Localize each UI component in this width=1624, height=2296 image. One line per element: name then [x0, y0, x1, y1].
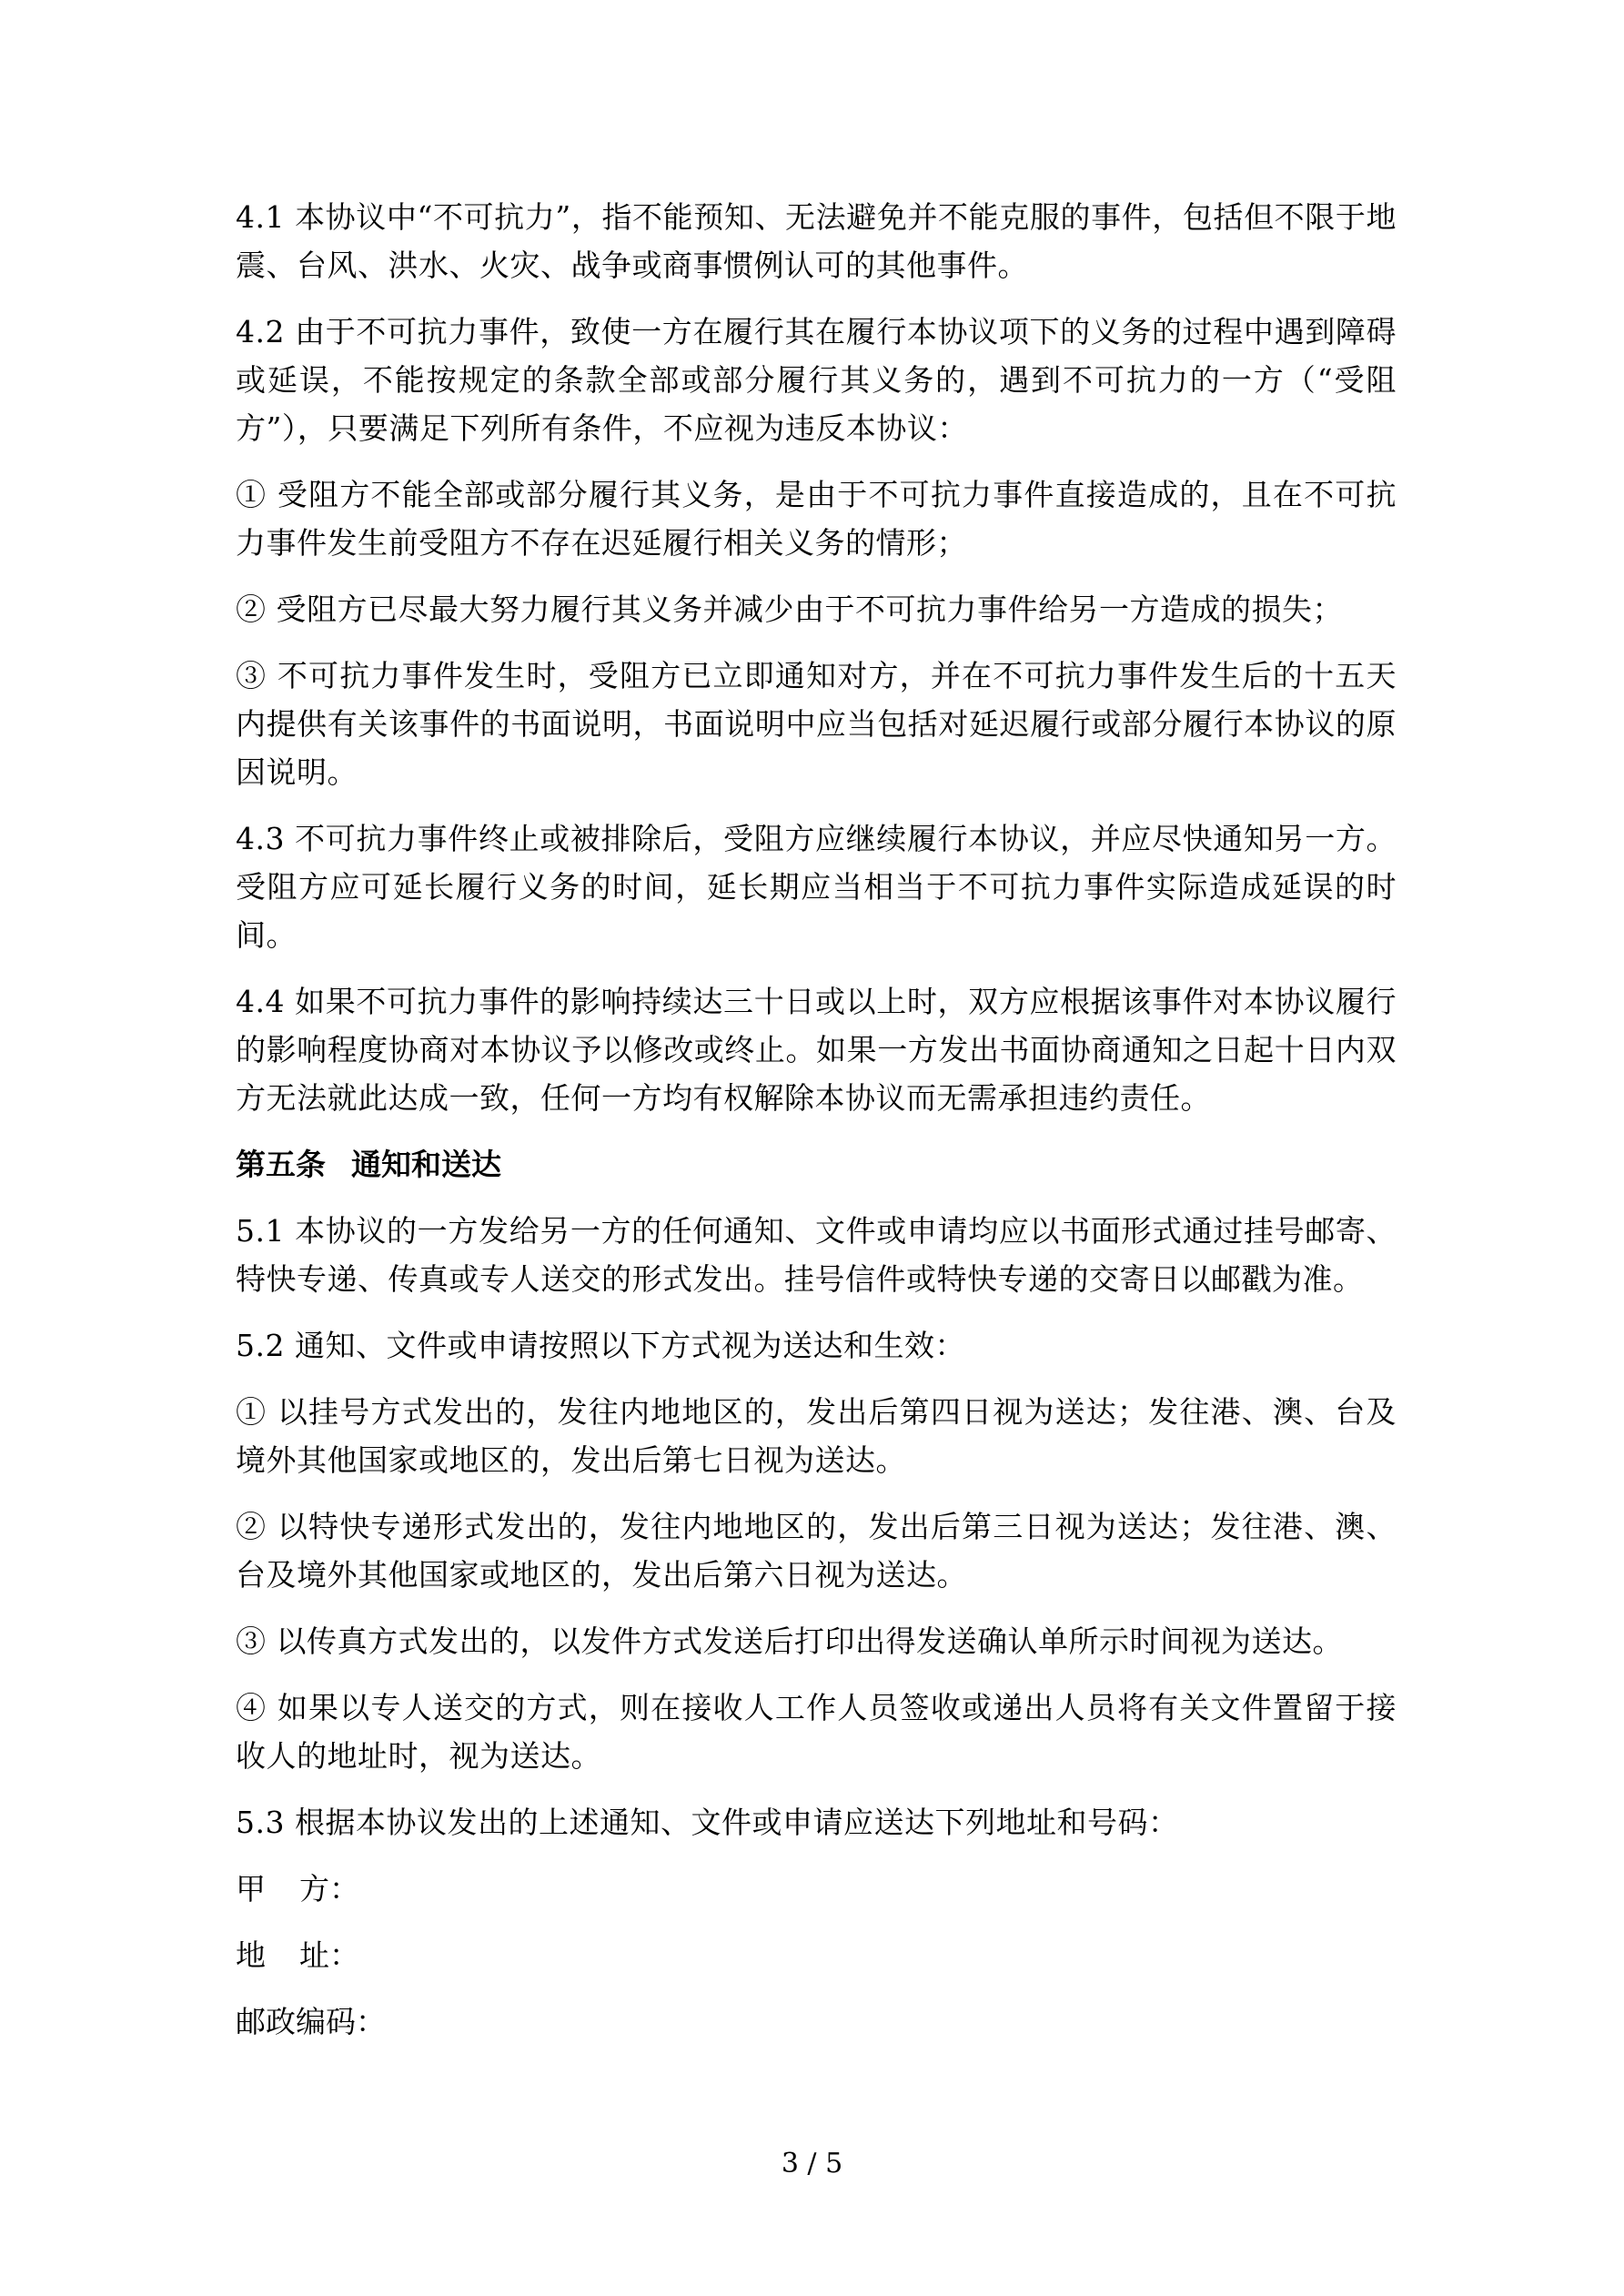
clause-4-4: 4.4 如果不可抗力事件的影响持续达三十日或以上时，双方应根据该事件对本协议履行的影响程度协商对本协议予以修改或终止。如果一方发出书面协商通知之日起十日内双方无法就此达成一致，任何一方均有权解除本协议而无需承担违约责任。: [236, 984, 1397, 1116]
address-field: [236, 1931, 1397, 1979]
section-5-heading: [236, 1140, 1397, 1188]
address-label-char1: 地: [236, 1937, 266, 1973]
clause-5-3: 5.3 根据本协议发出的上述通知、文件或申请应送达下列地址和号码：: [236, 1805, 1179, 1840]
clause-4-2-item-3: ③ 不可抗力事件发生时，受阻方已立即通知对方，并在不可抗力事件发生后的十五天内提供有关该事件的书面说明，书面说明中应当包括对延迟履行或部分履行本协议的原因说明。: [236, 658, 1397, 790]
clause-5-2-item-1: ① 以挂号方式发出的，发往内地地区的，发出后第四日视为送达；发往港、澳、台及境外其他国家或地区的，发出后第七日视为送达。: [236, 1394, 1397, 1478]
clause-4-3: 4.3 不可抗力事件终止或被排除后，受阻方应继续履行本协议，并应尽快通知另一方。受阻方应可延长履行义务的时间，延长期应当相当于不可抗力事件实际造成延误的时间。: [236, 821, 1397, 953]
clause-5-2-item-4: ④ 如果以专人送交的方式，则在接收人工作人员签收或递出人员将有关文件置留于接收人的地址时，视为送达。: [236, 1690, 1397, 1774]
section-5-title: 通知和送达: [351, 1147, 501, 1182]
party-a-label-char1: 甲: [236, 1871, 266, 1907]
party-a-label-char2: 方：: [299, 1871, 359, 1907]
clause-4-2: 4.2 由于不可抗力事件，致使一方在履行其在履行本协议项下的义务的过程中遇到障碍或延误，不能按规定的条款全部或部分履行其义务的，遇到不可抗力的一方（“受阻方”），只要满足下列所有条件，不应视为违反本协议：: [236, 314, 1397, 446]
clause-5-2-item-2: ② 以特快专递形式发出的，发往内地地区的，发出后第三日视为送达；发往港、澳、台及境外其他国家或地区的，发出后第六日视为送达。: [236, 1509, 1397, 1593]
party-a-field: [236, 1865, 1397, 1913]
postal-code-field: 邮政编码：: [236, 2004, 386, 2039]
clause-5-2: 5.2 通知、文件或申请按照以下方式视为送达和生效：: [236, 1328, 965, 1363]
clause-4-2-item-1: ① 受阻方不能全部或部分履行其义务，是由于不可抗力事件直接造成的，且在不可抗力事件发生前受阻方不存在迟延履行相关义务的情形；: [236, 477, 1397, 561]
page-number: 3 / 5: [781, 2148, 843, 2180]
section-5-number: 第五条: [236, 1147, 326, 1182]
document-body: [236, 193, 1397, 2064]
clause-5-1: 5.1 本协议的一方发给另一方的任何通知、文件或申请均应以书面形式通过挂号邮寄、特快专递、传真或专人送交的形式发出。挂号信件或特快专递的交寄日以邮戳为准。: [236, 1213, 1397, 1297]
address-label-char2: 址：: [299, 1937, 359, 1973]
clause-5-2-item-3: ③ 以传真方式发出的，以发件方式发送后打印出得发送确认单所示时间视为送达。: [236, 1623, 1343, 1659]
clause-4-2-item-2: ② 受阻方已尽最大努力履行其义务并减少由于不可抗力事件给另一方造成的损失；: [236, 592, 1343, 627]
clause-4-1: 4.1 本协议中“不可抗力”，指不能预知、无法避免并不能克服的事件，包括但不限于地震、台风、洪水、火灾、战争或商事惯例认可的其他事件。: [236, 199, 1397, 283]
